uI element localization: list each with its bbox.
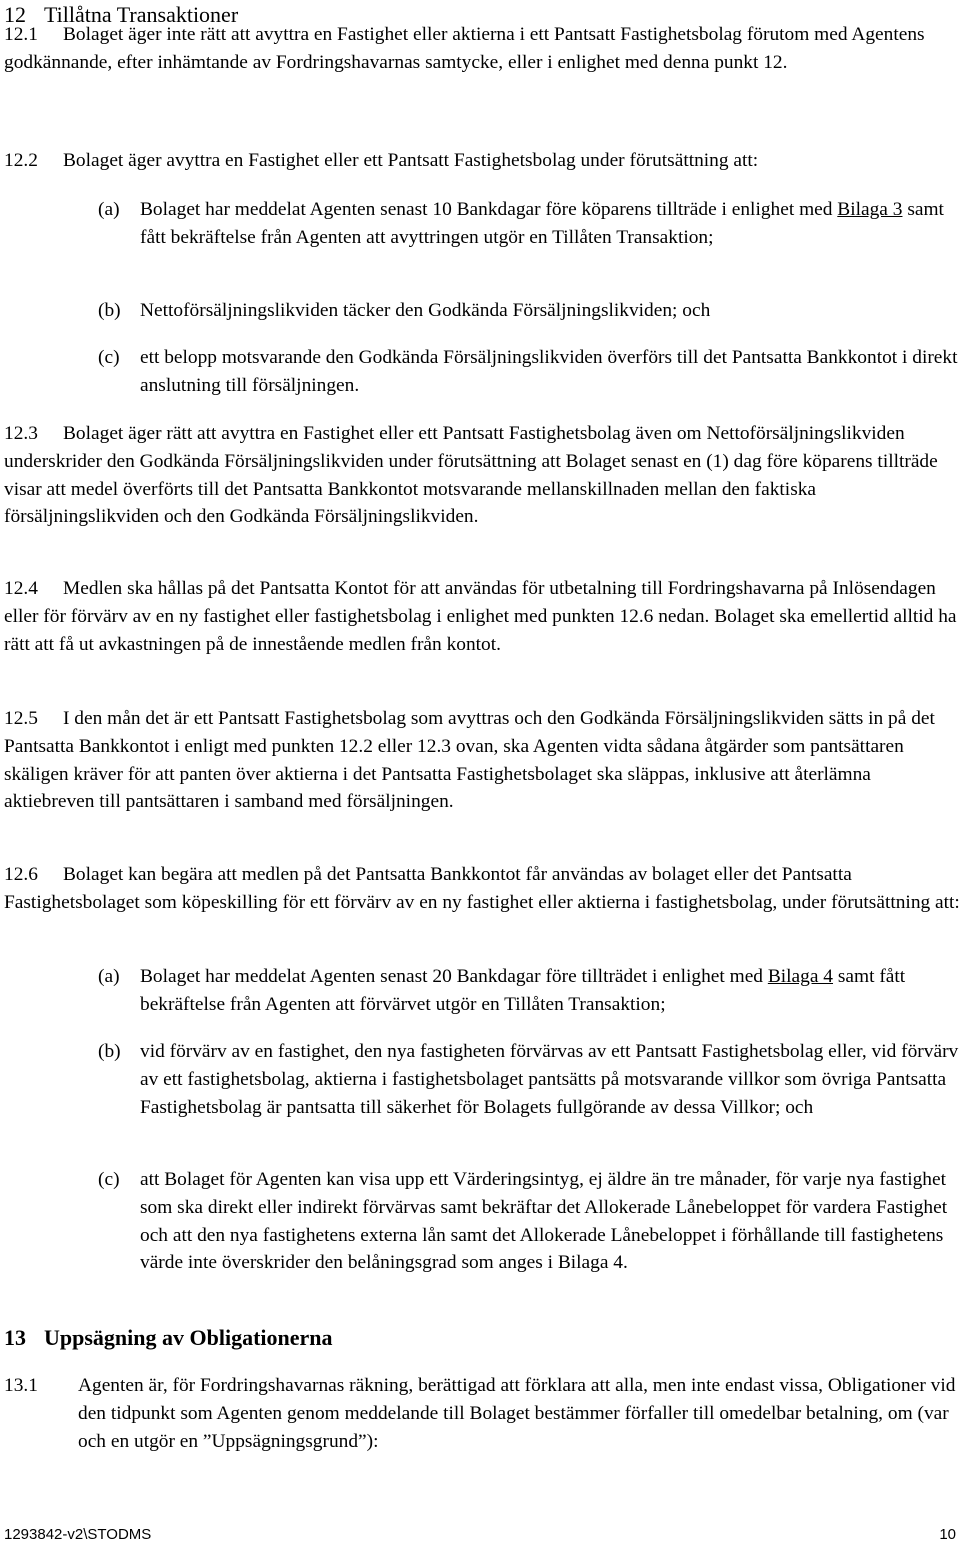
clause-12-2 xyxy=(4,147,960,175)
clause-12-2-text: Bolaget äger avyttra en Fastighet eller ett Pantsatt Fastighetsbolag under förutsättning att: xyxy=(63,150,759,171)
item-marker: (b) xyxy=(98,300,121,321)
clause-12-3-number: 12.3 xyxy=(4,423,38,444)
clause-12-2-item-c xyxy=(98,344,960,400)
clause-12-6-text: Bolaget kan begära att medlen på det Pantsatta Bankkontot får användas av bolaget eller det Pantsatta Fastighetsbolaget som köpeskilling för ett förvärv av en ny fastighet eller aktierna i fastighetsbolag, under förutsättning att: xyxy=(4,864,960,913)
section-12-number: 12 xyxy=(4,2,26,27)
footer-doc-id: 1293842-v2\STODMS xyxy=(4,1526,152,1543)
item-text: Bolaget har meddelat Agenten senast 10 Bankdagar före köparens tillträde i enlighet med xyxy=(140,199,838,220)
clause-12-1-text: Bolaget äger inte rätt att avyttra en Fastighet eller aktierna i ett Pantsatt Fastighetsbolag förutom med Agentens godkännande, efter inhämtande av Fordringshavarnas samtycke, eller i enlighet med denna punkt 12. xyxy=(4,24,925,73)
clause-13-1 xyxy=(4,1372,960,1455)
item-text: Bolaget har meddelat Agenten senast 20 Bankdagar före tillträdet i enlighet med xyxy=(140,966,768,987)
clause-12-3 xyxy=(4,420,960,531)
bilaga-4-link[interactable]: Bilaga 4 xyxy=(767,966,834,987)
item-marker: (b) xyxy=(98,1041,121,1062)
clause-12-2-item-a xyxy=(98,196,960,252)
clause-12-4 xyxy=(4,575,960,658)
bilaga-3-link[interactable]: Bilaga 3 xyxy=(837,199,903,220)
clause-12-4-number: 12.4 xyxy=(4,578,38,599)
section-13-title: Uppsägning av Obligationerna xyxy=(44,1325,333,1350)
clause-12-6-number: 12.6 xyxy=(4,864,38,885)
clause-12-6 xyxy=(4,861,960,917)
footer-page-number: 10 xyxy=(939,1526,956,1543)
clause-12-6-item-c xyxy=(98,1166,960,1277)
clause-12-5-text: I den mån det är ett Pantsatt Fastighetsbolag som avyttras och den Godkända Försäljningslikviden sätts in på det Pantsatta Bankkontot i enligt med punkten 12.2 eller 12.3 ovan, ska Agenten vidta sådana åtgärder som pantsättaren skäligen kräver för att panten över aktierna i det Pantsatta Fastighetsbolaget ska släppas, inklusive att återlämna aktiebreven till pantsättaren i samband med försäljningen. xyxy=(4,708,935,813)
clause-13-1-text: Agenten är, för Fordringshavarnas räkning, berättigad att förklara att alla, men inte endast vissa, Obligationer vid den tidpunkt som Agenten genom meddelande till Bolaget bestämmer förfaller till omedelbar betalning, om (var och en utgör en ”Uppsägningsgrund”): xyxy=(78,1375,956,1452)
item-text: att Bolaget för Agenten kan visa upp ett Värderingsintyg, ej äldre än tre månader, för varje nya fastighet som ska direkt eller indirekt förvärvas samt bekräftar det Allokerade Lånebeloppet för vardera Fastighet och att den nya fastighetens externa lån samt det Allokerade Lånebeloppet i förhållande till fastighetens värde inte överskrider den belåningsgrad som anges i Bilaga 4. xyxy=(140,1169,948,1274)
clause-12-4-text: Medlen ska hållas på det Pantsatta Kontot för att användas för utbetalning till Fordringshavarna på Inlösendagen eller för förvärv av en ny fastighet eller fastighetsbolag i enlighet med punkten 12.6 nedan. Bolaget ska emellertid alltid ha rätt att få ut avkastningen på de innestående medlen från kontot. xyxy=(4,578,957,655)
clause-12-6-item-b xyxy=(98,1038,960,1121)
item-text-cont: samt fått bekräftelse från Agenten att förvärvet utgör en Tillåten Transaktion; xyxy=(140,966,906,1015)
clause-12-2-number: 12.2 xyxy=(4,150,38,171)
item-marker: (a) xyxy=(98,966,120,987)
clause-12-2-item-b xyxy=(98,297,960,325)
clause-12-5-number: 12.5 xyxy=(4,708,38,729)
clause-12-3-text: Bolaget äger rätt att avyttra en Fastighet eller ett Pantsatt Fastighetsbolag även om Nettoförsäljningslikviden underskrider den Godkända Försäljningslikviden under förutsättning att Bolaget senast en (1) dag före köparens tillträde visar att medel överförts till det Pantsatta Bankkontot motsvarande mellanskillnaden mellan den faktiska försäljningslikviden och den Godkända Försäljningslikviden. xyxy=(4,423,938,528)
item-text: vid förvärv av en fastighet, den nya fastigheten förvärvas av ett Pantsatt Fastighetsbolag eller, vid förvärv av ett fastighetsbolag, aktierna i fastighetsbolaget pantsätts på motsvarande villkor som övriga Pantsatta Fastighetsbolag är pantsatta till säkerhet för Bolagets fullgörande av dessa Villkor; och xyxy=(140,1041,959,1118)
clause-13-1-number: 13.1 xyxy=(4,1375,38,1396)
item-marker: (c) xyxy=(98,1169,120,1190)
clause-12-1 xyxy=(4,21,960,77)
clause-12-1-number: 12.1 xyxy=(4,24,38,45)
item-marker: (a) xyxy=(98,199,120,220)
item-marker: (c) xyxy=(98,347,120,368)
item-text-cont: samt fått bekräftelse från Agenten att avyttringen utgör en Tillåten Transaktion; xyxy=(140,199,944,248)
section-13-heading xyxy=(4,1325,333,1351)
clause-12-6-item-a xyxy=(98,963,960,1019)
section-13-number: 13 xyxy=(4,1325,26,1350)
item-text: Nettoförsäljningslikviden täcker den Godkända Försäljningslikviden; och xyxy=(140,300,711,321)
clause-12-5 xyxy=(4,705,960,816)
item-text: ett belopp motsvarande den Godkända Försäljningslikviden överförs till det Pantsatta Bankkontot i direkt anslutning till försäljningen. xyxy=(140,347,958,396)
section-12-title: Tillåtna Transaktioner xyxy=(44,2,239,27)
